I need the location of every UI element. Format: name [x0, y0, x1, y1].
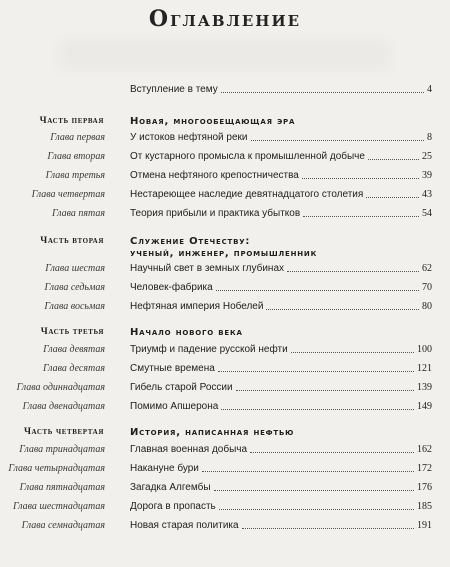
chapter-entry[interactable] — [0, 499, 432, 518]
chapter-title: Нестареющее наследие девятнадцатого столетия — [130, 189, 364, 200]
show-through-shadow — [60, 40, 390, 70]
chapter-label: Глава четвертая — [31, 189, 105, 200]
chapter-page: 162 — [417, 444, 432, 455]
chapter-title: Новая старая политика — [130, 520, 239, 531]
chapter-label: Глава девятая — [43, 344, 105, 355]
leader-dots — [291, 351, 414, 353]
leader-dots — [287, 270, 419, 272]
leader-dots — [219, 508, 414, 510]
leader-dots — [302, 177, 419, 179]
chapter-page: 172 — [417, 463, 432, 474]
chapter-title: Смутные времена — [130, 363, 215, 374]
leader-dots — [266, 308, 419, 310]
chapter-entry[interactable] — [0, 518, 432, 537]
chapter-page: 191 — [417, 520, 432, 531]
chapter-entry[interactable] — [0, 130, 432, 149]
chapter-entry[interactable] — [0, 442, 432, 461]
chapter-page: 39 — [422, 170, 432, 181]
chapter-title: Накануне бури — [130, 463, 199, 474]
chapter-label: Глава восьмая — [44, 301, 105, 312]
chapter-entry[interactable] — [0, 461, 432, 480]
intro-page: 4 — [427, 84, 432, 95]
chapter-entry[interactable] — [0, 361, 432, 380]
page-title: Оглавление — [148, 6, 302, 32]
chapter-page: 62 — [422, 263, 432, 274]
chapter-label: Глава пятая — [51, 208, 105, 219]
part-name: Часть третья — [40, 327, 104, 337]
chapter-title: Нефтяная империя Нобелей — [130, 301, 264, 312]
chapter-page: 176 — [417, 482, 432, 493]
part-title: Новая, многообещающая эра — [130, 116, 296, 127]
chapter-entry[interactable] — [0, 480, 432, 499]
part-title: Служение Отечеству: — [130, 236, 251, 247]
chapter-title: Загадка Алгембы — [130, 482, 211, 493]
chapter-title: Научный свет в земных глубинах — [130, 263, 285, 274]
leader-dots — [251, 139, 424, 141]
leader-dots — [202, 470, 414, 472]
chapter-entry[interactable] — [0, 380, 432, 399]
part-title-line2: ученый, инженер, промышленник — [130, 248, 318, 259]
leader-dots — [221, 408, 414, 410]
chapter-label: Глава одиннадцатая — [16, 382, 105, 393]
chapter-title: У истоков нефтяной реки — [130, 132, 248, 143]
toc-intro-entry[interactable] — [130, 84, 432, 98]
chapter-title: Главная военная добыча — [130, 444, 248, 455]
chapter-page: 43 — [422, 189, 432, 200]
chapter-page: 80 — [422, 301, 432, 312]
leader-dots — [303, 215, 419, 217]
chapter-title: Человек-фабрика — [130, 282, 213, 293]
chapter-entry[interactable] — [0, 399, 432, 418]
chapter-entry[interactable] — [0, 206, 432, 225]
chapter-entry[interactable] — [0, 149, 432, 168]
chapter-label: Глава шестая — [45, 263, 105, 274]
part-name: Часть вторая — [40, 236, 104, 246]
chapter-page: 121 — [417, 363, 432, 374]
chapter-title: Дорога в пропасть — [130, 501, 216, 512]
chapter-label: Глава первая — [50, 132, 105, 143]
chapter-label: Глава четырнадцатая — [8, 463, 105, 474]
leader-dots — [216, 289, 419, 291]
part-name: Часть четвертая — [23, 427, 104, 437]
leader-dots — [368, 158, 419, 160]
chapter-page: 100 — [417, 344, 432, 355]
part-title: История, написанная нефтью — [130, 427, 295, 438]
part-section — [0, 114, 432, 225]
chapter-label: Глава третья — [45, 170, 105, 181]
part-title: Начало нового века — [130, 327, 243, 338]
chapter-entry[interactable] — [0, 299, 432, 318]
chapter-page: 25 — [422, 151, 432, 162]
chapter-page: 139 — [417, 382, 432, 393]
chapter-label: Глава пятнадцатая — [19, 482, 105, 493]
chapter-page: 185 — [417, 501, 432, 512]
chapter-title: Гибель старой России — [130, 382, 233, 393]
leader-dots — [214, 489, 414, 491]
chapter-label: Глава шестнадцатая — [12, 501, 105, 512]
leader-dots — [366, 196, 419, 198]
intro-title: Вступление в тему — [130, 84, 218, 95]
chapter-entry[interactable] — [0, 168, 432, 187]
chapter-label: Глава тринадцатая — [19, 444, 105, 455]
chapter-page: 149 — [417, 401, 432, 412]
leader-dots — [250, 451, 414, 453]
chapter-title: Триумф и падение русской нефти — [130, 344, 288, 355]
chapter-entry[interactable] — [0, 280, 432, 299]
part-section — [0, 425, 432, 537]
leader-dots — [236, 389, 414, 391]
chapter-title: Отмена нефтяного крепостничества — [130, 170, 299, 181]
leader-dots — [242, 527, 414, 529]
part-section — [0, 234, 432, 318]
part-section — [0, 325, 432, 418]
chapter-label: Глава двенадцатая — [22, 401, 105, 412]
chapter-label: Глава семнадцатая — [21, 520, 105, 531]
chapter-entry[interactable] — [0, 261, 432, 280]
part-name: Часть первая — [39, 116, 104, 126]
chapter-label: Глава вторая — [47, 151, 105, 162]
chapter-title: Теория прибыли и практика убытков — [130, 208, 301, 219]
leader-dots — [221, 91, 424, 93]
chapter-label: Глава седьмая — [44, 282, 105, 293]
chapter-title: Помимо Апшерона — [130, 401, 219, 412]
chapter-entry[interactable] — [0, 187, 432, 206]
leader-dots — [218, 370, 414, 372]
chapter-page: 54 — [422, 208, 432, 219]
chapter-page: 70 — [422, 282, 432, 293]
chapter-label: Глава десятая — [43, 363, 105, 374]
chapter-entry[interactable] — [0, 342, 432, 361]
chapter-title: От кустарного промысла к промышленной добыче — [130, 151, 365, 162]
chapter-page: 8 — [427, 132, 432, 143]
